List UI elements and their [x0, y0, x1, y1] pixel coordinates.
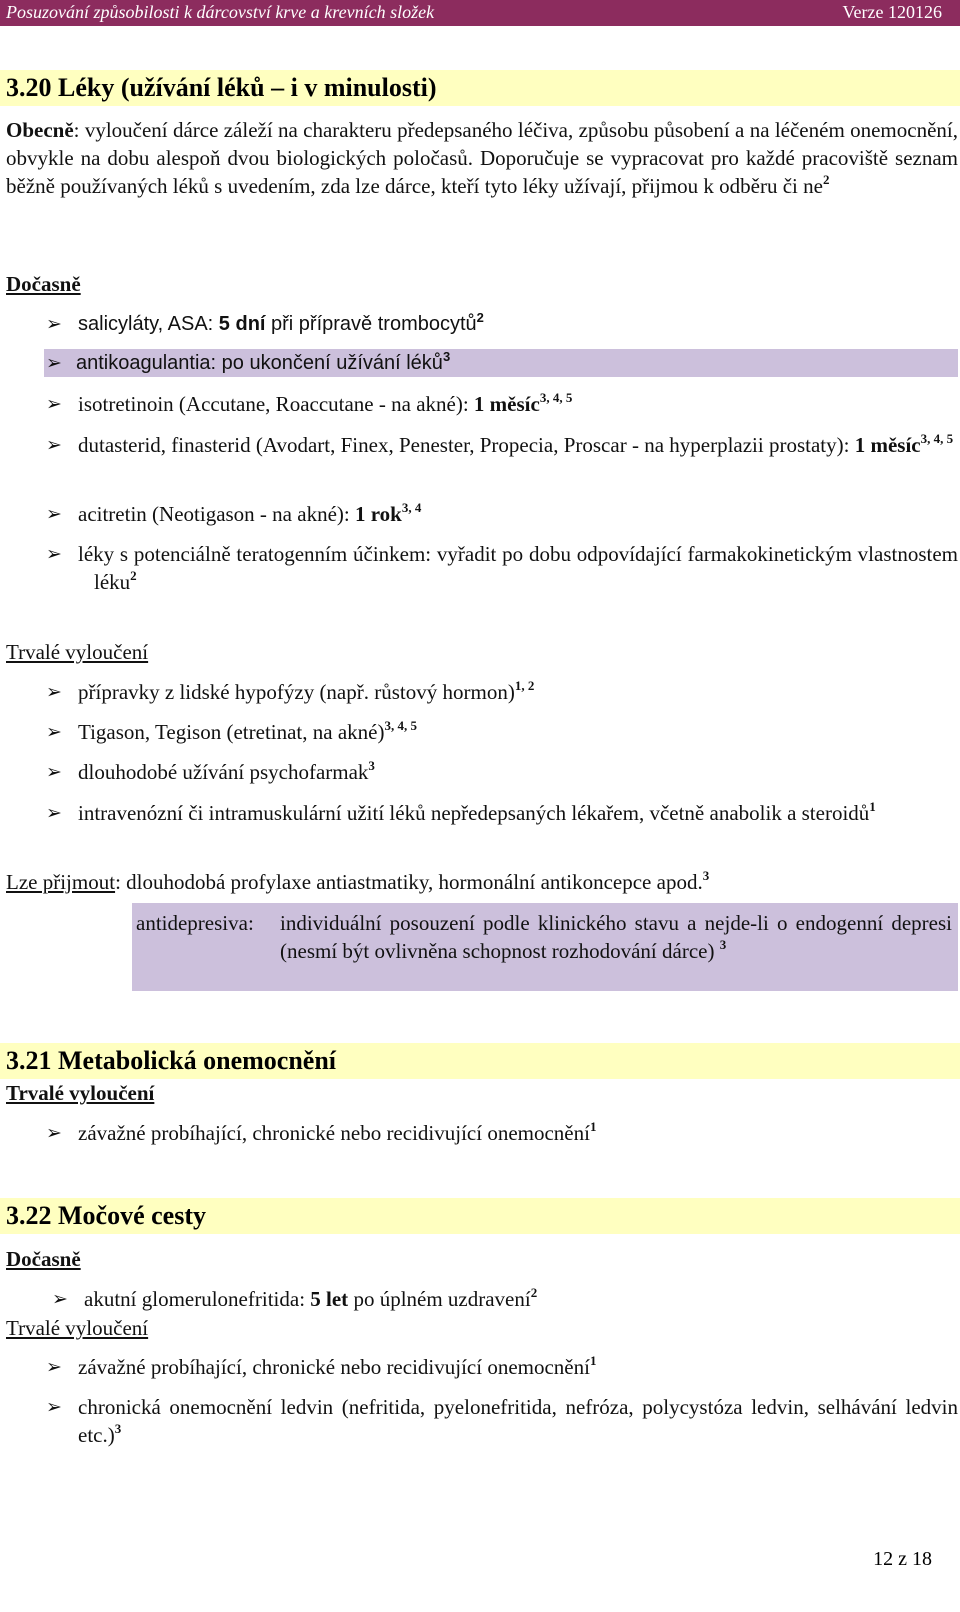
list-item: ➢ salicyláty, ASA: 5 dní při přípravě trombocytů$^2$: [46, 310, 958, 338]
section-title-3-20: 3.20 Léky (užívání léků – i v minulosti): [0, 70, 960, 106]
accept-text: : dlouhodobá profylaxe antiastmatiky, hormonální antikoncepce apod.: [115, 870, 703, 894]
intro-paragraph: [6, 116, 958, 200]
intro-text: : vyloučení dárce záleží na charakteru předepsaného léčiva, způsobu působení a na léčeném onemocnění, obvykle na dobu alespoň dvou biologických poločasů. Doporučuje se vypracovat pro každé pracoviště seznam běžně používaných léků s uvedením, zda lze dárce, kteří tyto léky užívají, přijmou k odběru či ne: [6, 118, 958, 198]
accept-paragraph: [6, 868, 958, 896]
arrow-bullet-icon: ➢: [46, 543, 62, 565]
arrow-bullet-icon: ➢: [46, 503, 62, 525]
page-header: [0, 0, 960, 26]
arrow-bullet-icon: ➢: [46, 1396, 62, 1418]
list-item: ➢ závažné probíhající, chronické nebo recidivující onemocnění$^1$: [46, 1353, 597, 1379]
arrow-bullet-icon: ➢: [52, 1288, 68, 1310]
arrow-bullet-icon: ➢: [46, 761, 62, 783]
arrow-bullet-icon: ➢: [46, 393, 62, 415]
list-item: ➢ Tigason, Tegison (etretinat, na akné)$^{3, 4, 5}$: [46, 718, 417, 744]
arrow-bullet-icon: ➢: [46, 434, 62, 456]
temporary-heading: Dočasně: [6, 272, 81, 296]
list-item: ➢ dlouhodobé užívání psychofarmak$^3$: [46, 758, 375, 784]
list-item: ➢ akutní glomerulonefritida: 5 let po úplném uzdravení$^2$: [52, 1285, 538, 1311]
arrow-bullet-icon: ➢: [46, 681, 62, 703]
arrow-bullet-icon: ➢: [46, 802, 62, 824]
accept-label: Lze přijmout: [6, 870, 116, 894]
permanent-heading: Trvalé vyloučení: [6, 640, 149, 664]
list-item: ➢ závažné probíhající, chronické nebo recidivující onemocnění$^1$: [46, 1119, 597, 1145]
arrow-bullet-icon: ➢: [46, 1122, 62, 1144]
document-version: Verze 120126: [842, 2, 942, 22]
note-text: individuální posouzení podle klinického stavu a nejde-li o endogenní depresi (nesmí být ovlivněna schopnost rozhodování dárce) $^3$: [280, 911, 952, 963]
intro-ref: 2: [822, 172, 830, 187]
list-item: ➢ intravenózní či intramuskulární užití léků nepředepsaných lékařem, včetně anabolik a steroidů$^1$: [46, 799, 876, 825]
note-key: antidepresiva:: [136, 911, 254, 935]
arrow-bullet-icon: ➢: [46, 352, 62, 374]
list-item: ➢ isotretinoin (Accutane, Roaccutane - na akné): 1 měsíc$^{3, 4, 5}$: [46, 390, 573, 416]
permanent-heading: Trvalé vyloučení: [6, 1316, 149, 1340]
antidepressant-note: [132, 903, 958, 991]
list-item-highlighted: ➢ antikoagulantia: po ukončení užívání léků$^3$: [44, 349, 958, 377]
accept-ref: 3: [702, 868, 710, 883]
arrow-bullet-icon: ➢: [46, 313, 62, 335]
temporary-heading: Dočasně: [6, 1247, 81, 1271]
arrow-bullet-icon: ➢: [46, 721, 62, 743]
page-number: 12 z 18: [873, 1548, 932, 1570]
section-title-3-22: 3.22 Močové cesty: [0, 1198, 960, 1234]
list-item: ➢ léky s potenciálně teratogenním účinkem: vyřadit po dobu odpovídající farmakokinetickým vlastnostem léku$^2$: [46, 542, 958, 594]
section-title-3-21: 3.21 Metabolická onemocnění: [0, 1043, 960, 1079]
arrow-bullet-icon: ➢: [46, 1356, 62, 1378]
permanent-heading: Trvalé vyloučení: [6, 1081, 155, 1105]
list-item: ➢ dutasterid, finasterid (Avodart, Finex, Penester, Propecia, Proscar - na hyperplazii prostaty): 1 měsíc$^{3, 4, 5}$: [46, 431, 954, 457]
list-item: ➢ chronická onemocnění ledvin (nefritida, pyelonefritida, nefróza, polycystóza ledvin, selhávání ledvin etc.)$^3$: [46, 1395, 958, 1447]
intro-lead: Obecně: [6, 118, 74, 142]
document-title: Posuzování způsobilosti k dárcovství krve a krevních složek: [6, 2, 435, 22]
list-item: ➢ přípravky z lidské hypofýzy (např. růstový hormon)$^{1, 2}$: [46, 678, 535, 704]
list-item: ➢ acitretin (Neotigason - na akné): 1 rok$^{3, 4}$: [46, 500, 422, 526]
